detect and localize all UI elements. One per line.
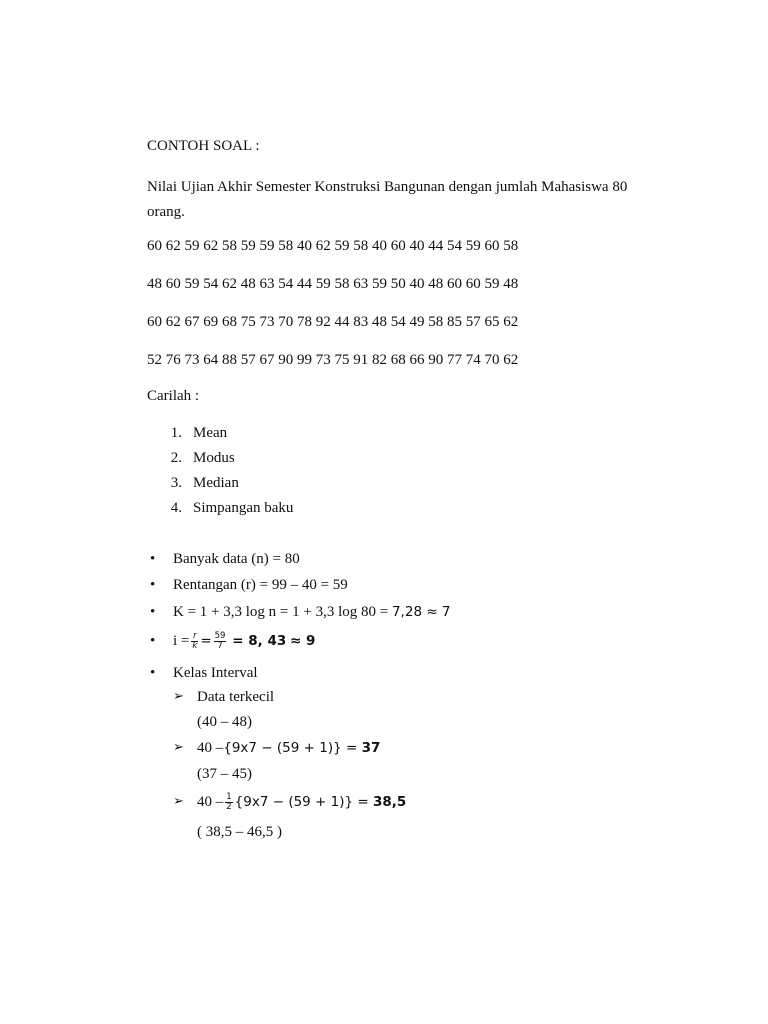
fraction-r-over-k bbox=[191, 632, 198, 651]
list-item-number: 2. bbox=[170, 450, 182, 466]
arrowhead-icon: ➢ bbox=[173, 794, 184, 809]
equals-sign: = bbox=[200, 633, 212, 649]
interval-result: = 8, 43 bbox=[232, 633, 287, 649]
fraction-denominator: 7 bbox=[217, 641, 223, 652]
formula-expression: {9x7 − (59 + 1)} = bbox=[223, 740, 362, 756]
sub-formula-2 bbox=[197, 792, 406, 812]
interval-range: (40 – 48) bbox=[197, 714, 252, 730]
fraction-59-over-7 bbox=[214, 632, 227, 651]
formula-result: 38,5 bbox=[373, 794, 407, 810]
fraction-denominator: 2 bbox=[226, 802, 232, 813]
step-class-count bbox=[173, 602, 451, 622]
class-count-result: 7,28 ≈ 7 bbox=[391, 604, 451, 620]
interval-range: (37 – 45) bbox=[197, 766, 252, 782]
bullet-icon: • bbox=[150, 604, 156, 620]
bullet-icon: • bbox=[150, 577, 156, 593]
list-item-label: Mean bbox=[193, 425, 228, 441]
arrowhead-icon: ➢ bbox=[173, 740, 184, 755]
data-row: 48 60 59 54 62 48 63 54 44 59 58 63 59 50 40 48 60 60 59 48 bbox=[147, 276, 519, 292]
data-row: 52 76 73 64 88 57 67 90 99 73 75 91 82 68 66 90 77 74 70 62 bbox=[147, 352, 519, 368]
intro-text-line-1: Nilai Ujian Akhir Semester Konstruksi Bangunan dengan jumlah Mahasiswa 80 bbox=[147, 179, 628, 195]
fraction-numerator: 1 bbox=[226, 792, 232, 803]
formula-prefix: 40 – bbox=[197, 794, 224, 810]
arrowhead-icon: ➢ bbox=[173, 689, 184, 704]
interval-label: i = bbox=[173, 633, 190, 649]
data-row: 60 62 59 62 58 59 59 58 40 62 59 58 40 60 40 44 54 59 60 58 bbox=[147, 238, 519, 254]
bullet-icon: • bbox=[150, 665, 156, 681]
fraction-numerator: 59 bbox=[214, 631, 226, 642]
carilah-label: Carilah : bbox=[147, 388, 200, 404]
bullet-icon: • bbox=[150, 551, 156, 567]
fraction-one-half bbox=[225, 793, 232, 812]
fraction-denominator: k bbox=[192, 641, 198, 652]
bullet-icon: • bbox=[150, 633, 156, 649]
data-row: 60 62 67 69 68 75 73 70 78 92 44 83 48 54 49 58 85 57 65 62 bbox=[147, 314, 519, 330]
formula-result: 37 bbox=[361, 740, 381, 756]
list-item-label: Modus bbox=[193, 450, 235, 466]
interval-rounded: ≈ 9 bbox=[290, 633, 316, 649]
list-item-label: Simpangan baku bbox=[193, 500, 294, 516]
step-class-interval: Kelas Interval bbox=[173, 665, 258, 681]
sub-formula-1 bbox=[197, 738, 380, 758]
heading: CONTOH SOAL : bbox=[147, 138, 260, 154]
list-item-label: Median bbox=[193, 475, 239, 491]
interval-range: ( 38,5 – 46,5 ) bbox=[197, 824, 282, 840]
class-count-formula: K = 1 + 3,3 log n = 1 + 3,3 log 80 = bbox=[173, 604, 392, 620]
formula-prefix: 40 – bbox=[197, 740, 224, 756]
list-item-number: 3. bbox=[170, 475, 182, 491]
list-item-number: 4. bbox=[170, 500, 182, 516]
formula-expression: {9x7 − (59 + 1)} = bbox=[234, 794, 374, 810]
fraction-numerator: r bbox=[193, 631, 197, 642]
step-interval-width bbox=[173, 631, 315, 651]
sub-label-smallest-data: Data terkecil bbox=[197, 689, 275, 705]
step-sample-size: Banyak data (n) = 80 bbox=[173, 551, 300, 567]
step-range: Rentangan (r) = 99 – 40 = 59 bbox=[173, 577, 348, 593]
list-item-number: 1. bbox=[170, 425, 182, 441]
intro-text-line-2: orang. bbox=[147, 204, 185, 220]
